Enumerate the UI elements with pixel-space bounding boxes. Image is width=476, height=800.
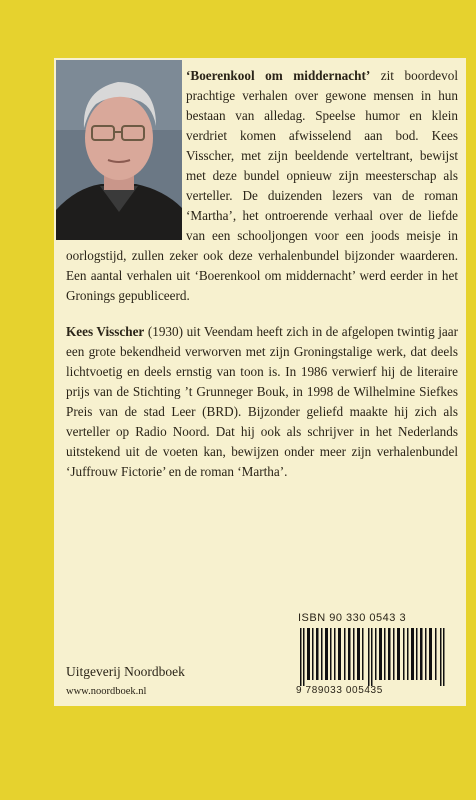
intro-paragraph — [66, 66, 458, 306]
author-name: Kees Visscher — [66, 324, 145, 339]
barcode-number: 9 789033 005435 — [296, 685, 383, 696]
barcode-icon — [298, 628, 450, 686]
publisher-name: Uitgeverij Noordboek — [66, 664, 185, 679]
publisher-url: www.noordboek.nl — [66, 686, 147, 697]
intro-text: zit boordevol prachtige verhalen over gewone mensen in hun bestaan van alledag. Speelse humor en klein verdriet komen afwisselend aan bod. Kees Visscher, met zijn beeldende verteltrant, bewijst met deze bundel opnieuw zijn meesterschap als verteller. De duizenden lezers van de roman ‘Martha’, het ontroerende verhaal over de liefde van een schooljongen voor een joods meisje in oorlogstijd, zullen zeker ook deze verhalenbundel bijzonder waarderen. Een aantal verhalen uit ‘Boerenkool om middernacht’ werd eerder in het Gronings gepubliceerd. — [66, 68, 458, 303]
isbn-label: ISBN 90 330 0543 3 — [298, 612, 407, 624]
bio-text: (1930) uit Veendam heeft zich in de afgelopen twintig jaar een grote bekendheid verworven met zijn Groningstalige werk, dat deels lichtvoetig en deels ernstig van toon is. In 1986 verwierf hij de literaire prijs van de Stichting ’t Grunneger Bouk, in 1998 de Wilhelmine Siefkes Preis van de stad Leer (BRD). Bijzonder geliefd maakte hij zich als verteller op Radio Noord. Dat hij ook als schrijver in het Nederlands uitstekend uit de voeten kan, bewijzen onder meer zijn verhalenbundel ‘Juffrouw Fictorie’ en de roman ‘Martha’. — [66, 324, 458, 479]
photo-spacer — [66, 66, 186, 244]
bio-paragraph — [66, 322, 458, 482]
intro-title: ‘Boerenkool om middernacht’ — [186, 68, 371, 83]
text-block — [66, 66, 458, 482]
